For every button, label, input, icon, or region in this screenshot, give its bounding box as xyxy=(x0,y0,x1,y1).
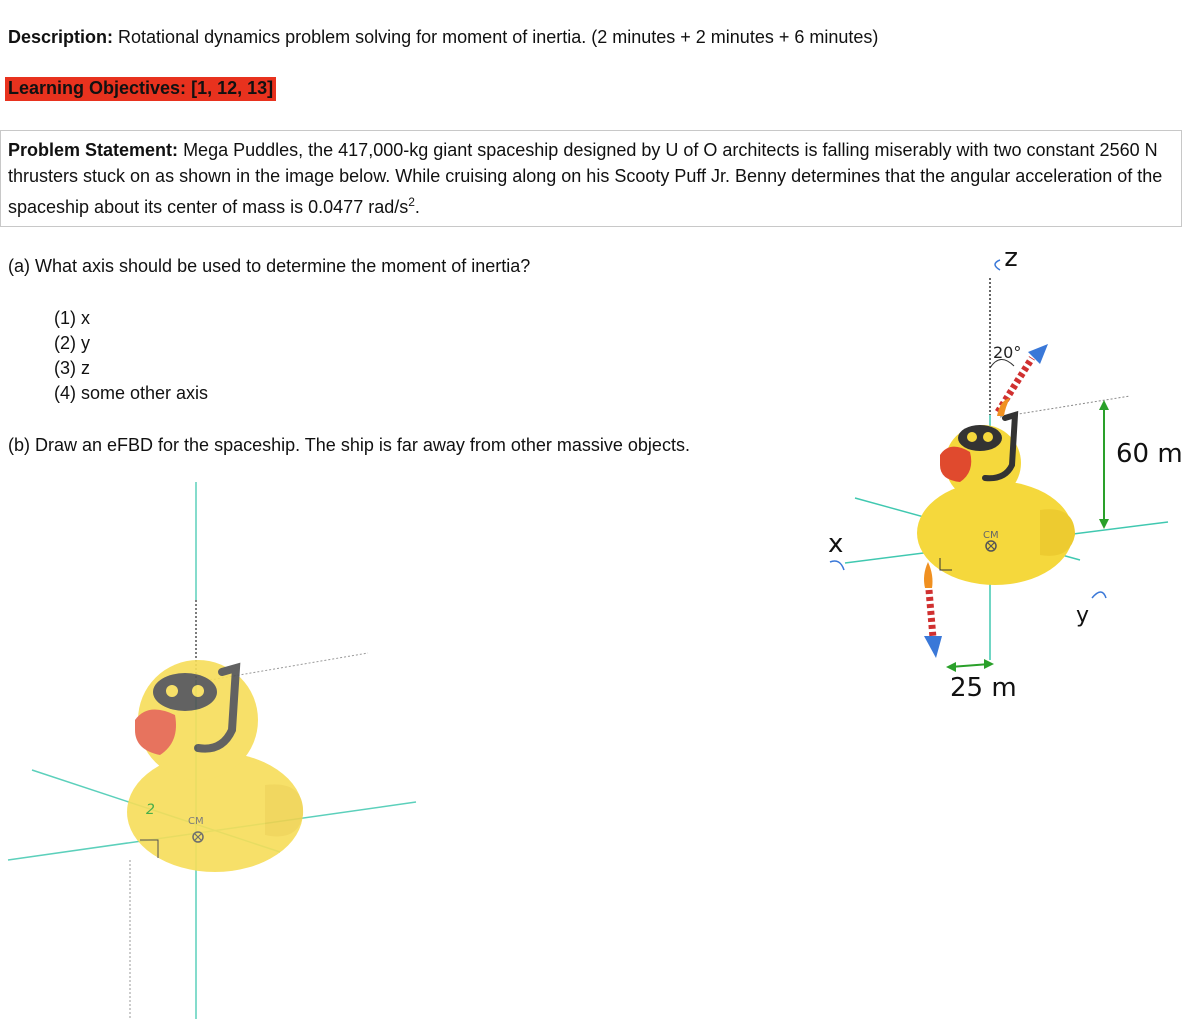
duck-eye-right xyxy=(983,432,993,442)
height-label: 60 m xyxy=(1116,439,1183,469)
height-guide xyxy=(1000,396,1130,417)
bottom-thruster xyxy=(924,562,942,658)
question-a-prompt: (a) What axis should be used to determine the moment of inertia? xyxy=(8,256,531,276)
question-b-prompt: (b) Draw an eFBD for the spaceship. The ship is far away from other massive objects. xyxy=(8,435,690,455)
angle-label: 20° xyxy=(993,343,1022,362)
y-label: y xyxy=(1076,603,1090,628)
duck-spaceship xyxy=(917,415,1075,585)
problem-statement-text: Mega Puddles, the 417,000-kg giant spaceship designed by U of O architects is falling miserably with two constant 2560 N thrusters stuck on as shown in the image below. While cruising along on his Scooty Puff Jr. Benny determines that the angular acceleration of the spaceship about its center of mass is 0.0477 rad/s xyxy=(8,140,1163,217)
bottom-thruster-arrow xyxy=(924,636,942,658)
top-thruster-arrow xyxy=(1028,344,1048,364)
width-label: 25 m xyxy=(950,673,1017,703)
cm-label: CM xyxy=(983,530,999,541)
duck-tail xyxy=(1040,509,1075,556)
efbd-drawing-area xyxy=(0,480,430,1019)
learning-objectives xyxy=(5,77,276,101)
description-line xyxy=(8,27,878,48)
z-rotation-icon xyxy=(995,260,1000,270)
option-4: (4) some other axis xyxy=(54,383,209,403)
learning-objectives-text: [1, 12, 13] xyxy=(191,78,274,98)
problem-statement-label: Problem Statement: xyxy=(8,140,179,160)
duck-eye-left xyxy=(967,432,977,442)
description-text: Rotational dynamics problem solving for moment of inertia. (2 minutes + 2 minutes + 6 minutes) xyxy=(118,27,879,47)
drawing-cm-label: CM xyxy=(188,816,204,827)
x-label: x xyxy=(828,529,844,559)
problem-exponent: 2 xyxy=(408,195,415,209)
learning-objectives-label: Learning Objectives: xyxy=(8,78,187,98)
description-label: Description: xyxy=(8,27,114,47)
question-a-options xyxy=(54,306,208,406)
problem-period: . xyxy=(414,197,420,217)
z-label: z xyxy=(1004,245,1018,275)
option-1: (1) x xyxy=(54,308,90,328)
spaceship-diagram xyxy=(800,240,1200,710)
drawing-scribble: 2 xyxy=(146,802,155,818)
y-rotation-icon xyxy=(1092,592,1106,598)
duck-mask xyxy=(958,425,1002,451)
option-3: (3) z xyxy=(54,358,90,378)
problem-statement-box xyxy=(0,130,1182,227)
option-2: (2) y xyxy=(54,333,90,353)
x-rotation-icon xyxy=(830,561,844,570)
